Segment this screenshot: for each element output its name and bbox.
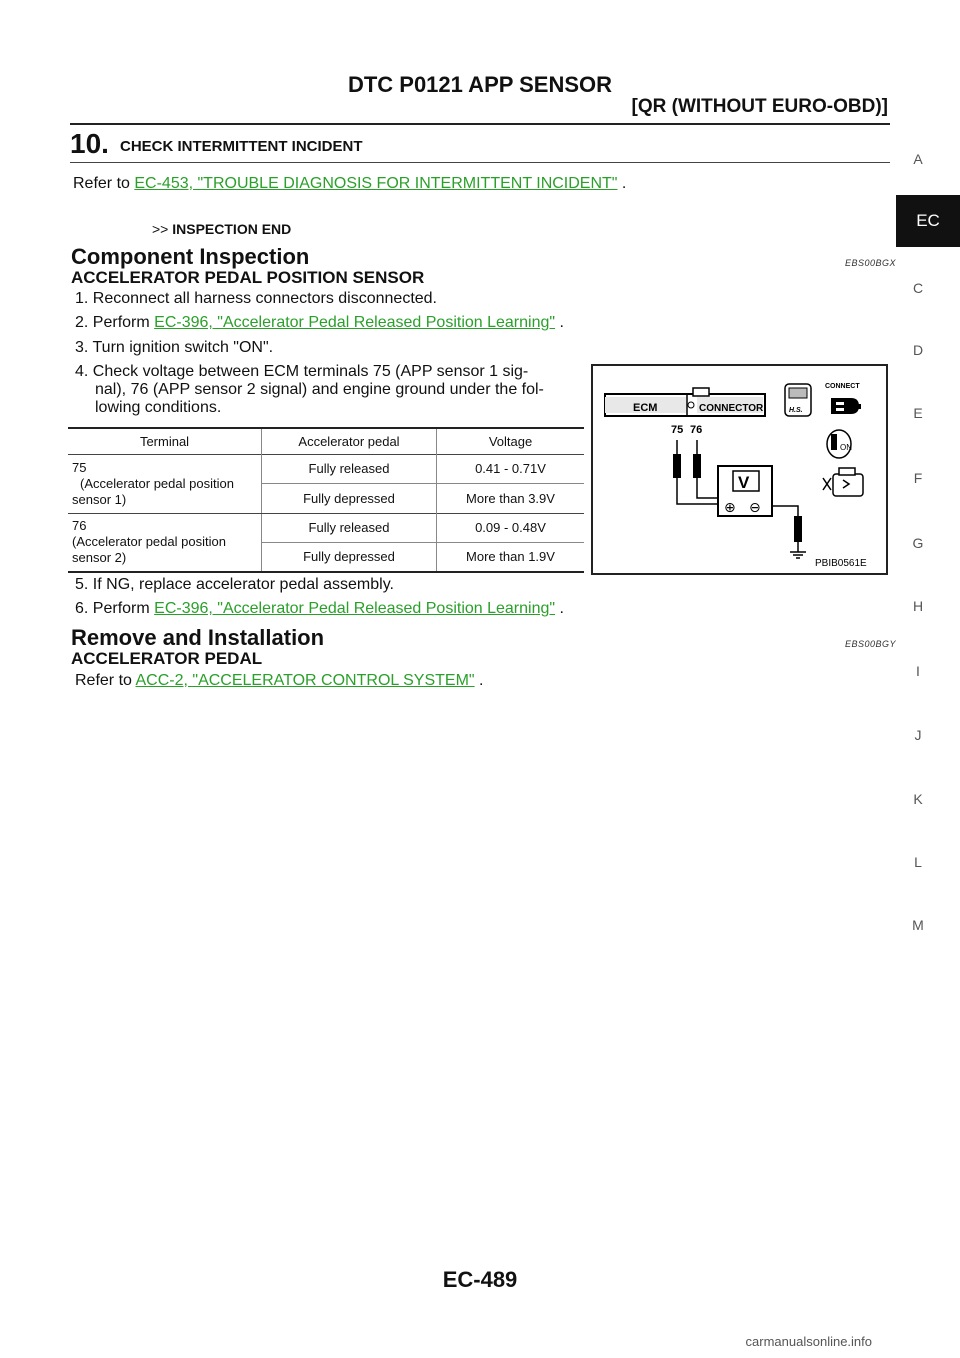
- terminal-desc: (Accelerator pedal position: [72, 534, 226, 550]
- voltage-table: [68, 427, 584, 573]
- side-index-d[interactable]: D: [912, 342, 924, 358]
- step-line-2: nal), 76 (APP sensor 2 signal) and engine ground under the fol-: [95, 381, 544, 398]
- ground-probe: [794, 516, 802, 542]
- probe-76-lead: [697, 478, 718, 498]
- remove-installation-reference: [75, 672, 484, 690]
- terminal-desc-2: sensor 2): [72, 550, 127, 566]
- side-index-g[interactable]: G: [912, 535, 924, 551]
- terminal-75-label: 75: [671, 424, 684, 436]
- page-header-title: DTC P0121 APP SENSOR: [347, 72, 613, 97]
- step-num: 2.: [75, 314, 89, 331]
- step-num: 4.: [75, 363, 89, 380]
- voltmeter-symbol: V: [738, 473, 750, 492]
- hs-label: H.S.: [789, 407, 803, 414]
- connector-label: CONNECTOR: [699, 403, 764, 414]
- figure-code: PBIB0561E: [815, 558, 867, 569]
- inspection-step-2: [75, 314, 564, 332]
- step10-result: [152, 221, 291, 237]
- step-prefix: Perform: [92, 314, 155, 331]
- step-suffix: .: [555, 600, 564, 617]
- ecm-label: ECM: [633, 402, 658, 414]
- step-prefix: Perform: [92, 600, 155, 617]
- diagram-svg: [593, 366, 886, 573]
- side-index-a[interactable]: A: [913, 151, 923, 167]
- voltage-value: 0.41 - 0.71V: [475, 461, 546, 476]
- table-header-row: [68, 428, 584, 454]
- side-index-m[interactable]: M: [912, 917, 924, 933]
- side-index-active-tab[interactable]: EC: [896, 195, 960, 247]
- inspection-step-4: [75, 363, 585, 417]
- side-index-h[interactable]: H: [912, 598, 924, 614]
- side-index-f[interactable]: F: [913, 470, 923, 486]
- voltage-value: More than 1.9V: [466, 549, 555, 565]
- remove-installation-code: EBS00BGY: [845, 639, 897, 649]
- header-accelerator-pedal: Accelerator pedal: [262, 428, 437, 454]
- side-index-c[interactable]: C: [912, 280, 924, 296]
- intermittent-incident-link[interactable]: EC-453, "TROUBLE DIAGNOSIS FOR INTERMITTENT INCIDENT": [134, 175, 618, 192]
- step-number: 10.: [70, 128, 109, 159]
- probe-76: [693, 454, 701, 478]
- connector-latch: [693, 388, 709, 396]
- step-suffix: .: [555, 314, 564, 331]
- step10-reference: [73, 175, 626, 193]
- step-text: If NG, replace accelerator pedal assembly.: [92, 576, 394, 593]
- pedal-condition: Fully depressed: [262, 483, 437, 513]
- inspection-step-5: [75, 576, 394, 594]
- terminal-75-cell: [68, 454, 262, 513]
- component-inspection-code: EBS00BGX: [845, 258, 897, 268]
- inspection-step-3: [75, 339, 273, 357]
- app-sensor-subtitle: ACCELERATOR PEDAL POSITION SENSOR: [71, 268, 425, 287]
- inspection-step-1: [75, 290, 437, 308]
- released-position-learning-link[interactable]: EC-396, "Accelerator Pedal Released Position Learning": [154, 314, 556, 331]
- side-index-l[interactable]: L: [914, 854, 922, 870]
- page-header-subtitle: [QR (WITHOUT EURO-OBD)]: [631, 96, 888, 117]
- voltmeter-minus-terminal: ⊖: [749, 500, 761, 516]
- side-index-j[interactable]: J: [914, 727, 922, 743]
- side-index-e[interactable]: E: [913, 405, 923, 421]
- page-number: EC-489: [442, 1267, 518, 1292]
- terminal-number: 76: [72, 518, 87, 534]
- table-row: [68, 513, 584, 542]
- component-inspection-title: Component Inspection: [71, 244, 310, 269]
- refer-suffix: .: [617, 175, 627, 192]
- refer-prefix: Refer to: [73, 175, 135, 192]
- ground-lead: [772, 506, 798, 516]
- voltage-value: 0.09 - 0.48V: [475, 520, 546, 535]
- engine-icon: [823, 468, 863, 496]
- accelerator-pedal-subtitle: ACCELERATOR PEDAL: [71, 649, 263, 668]
- remove-installation-title: Remove and Installation: [71, 625, 325, 650]
- step-text: Turn ignition switch "ON".: [92, 339, 274, 356]
- ignition-on-label: ON: [840, 443, 852, 452]
- connect-icon: [831, 398, 861, 414]
- step-num: 5.: [75, 576, 89, 593]
- voltage-value: More than 3.9V: [466, 490, 555, 506]
- inspection-step-6: [75, 600, 564, 618]
- header-divider: [70, 123, 890, 125]
- step-line-3: lowing conditions.: [95, 399, 222, 416]
- result-arrow: >>: [152, 221, 169, 237]
- step-num: 6.: [75, 600, 89, 617]
- side-index-k[interactable]: K: [913, 791, 923, 807]
- pedal-condition: Fully released: [262, 513, 437, 542]
- terminal-desc-2: sensor 1): [72, 491, 127, 507]
- ignition-key-icon: [827, 430, 852, 458]
- step-num: 3.: [75, 339, 89, 356]
- terminal-desc: (Accelerator pedal position: [80, 475, 234, 491]
- accelerator-control-system-link[interactable]: ACC-2, "ACCELERATOR CONTROL SYSTEM": [135, 672, 475, 689]
- result-text: INSPECTION END: [172, 221, 292, 237]
- table-row: [68, 454, 584, 483]
- header-terminal: Terminal: [68, 428, 262, 454]
- hs-connector-icon: [785, 384, 811, 416]
- step-line-1: Check voltage between ECM terminals 75 (APP sensor 1 sig-: [92, 363, 529, 380]
- ecm-connector-diagram: [591, 364, 888, 575]
- pedal-condition: Fully released: [262, 454, 437, 483]
- voltmeter-plus-terminal: ⊕: [724, 500, 736, 516]
- footer-watermark: carmanualsonline.info: [745, 1334, 872, 1349]
- step-title: CHECK INTERMITTENT INCIDENT: [120, 138, 363, 155]
- terminal-number: 75: [72, 459, 87, 475]
- step-num: 1.: [75, 290, 89, 307]
- step-text: Reconnect all harness connectors disconnected.: [92, 290, 437, 307]
- terminal-76-cell: [68, 513, 262, 572]
- released-position-learning-link-2[interactable]: EC-396, "Accelerator Pedal Released Position Learning": [154, 600, 556, 617]
- side-index-i[interactable]: I: [916, 663, 920, 679]
- terminal-76-label: 76: [690, 424, 703, 436]
- pedal-condition: Fully depressed: [262, 542, 437, 572]
- refer-prefix: Refer to: [75, 672, 136, 689]
- header-voltage: Voltage: [488, 433, 533, 449]
- step-divider: [70, 162, 890, 163]
- connect-label: CONNECT: [825, 383, 860, 390]
- refer-suffix: .: [474, 672, 484, 689]
- connector-pin: [688, 402, 694, 408]
- probe-75: [673, 454, 681, 478]
